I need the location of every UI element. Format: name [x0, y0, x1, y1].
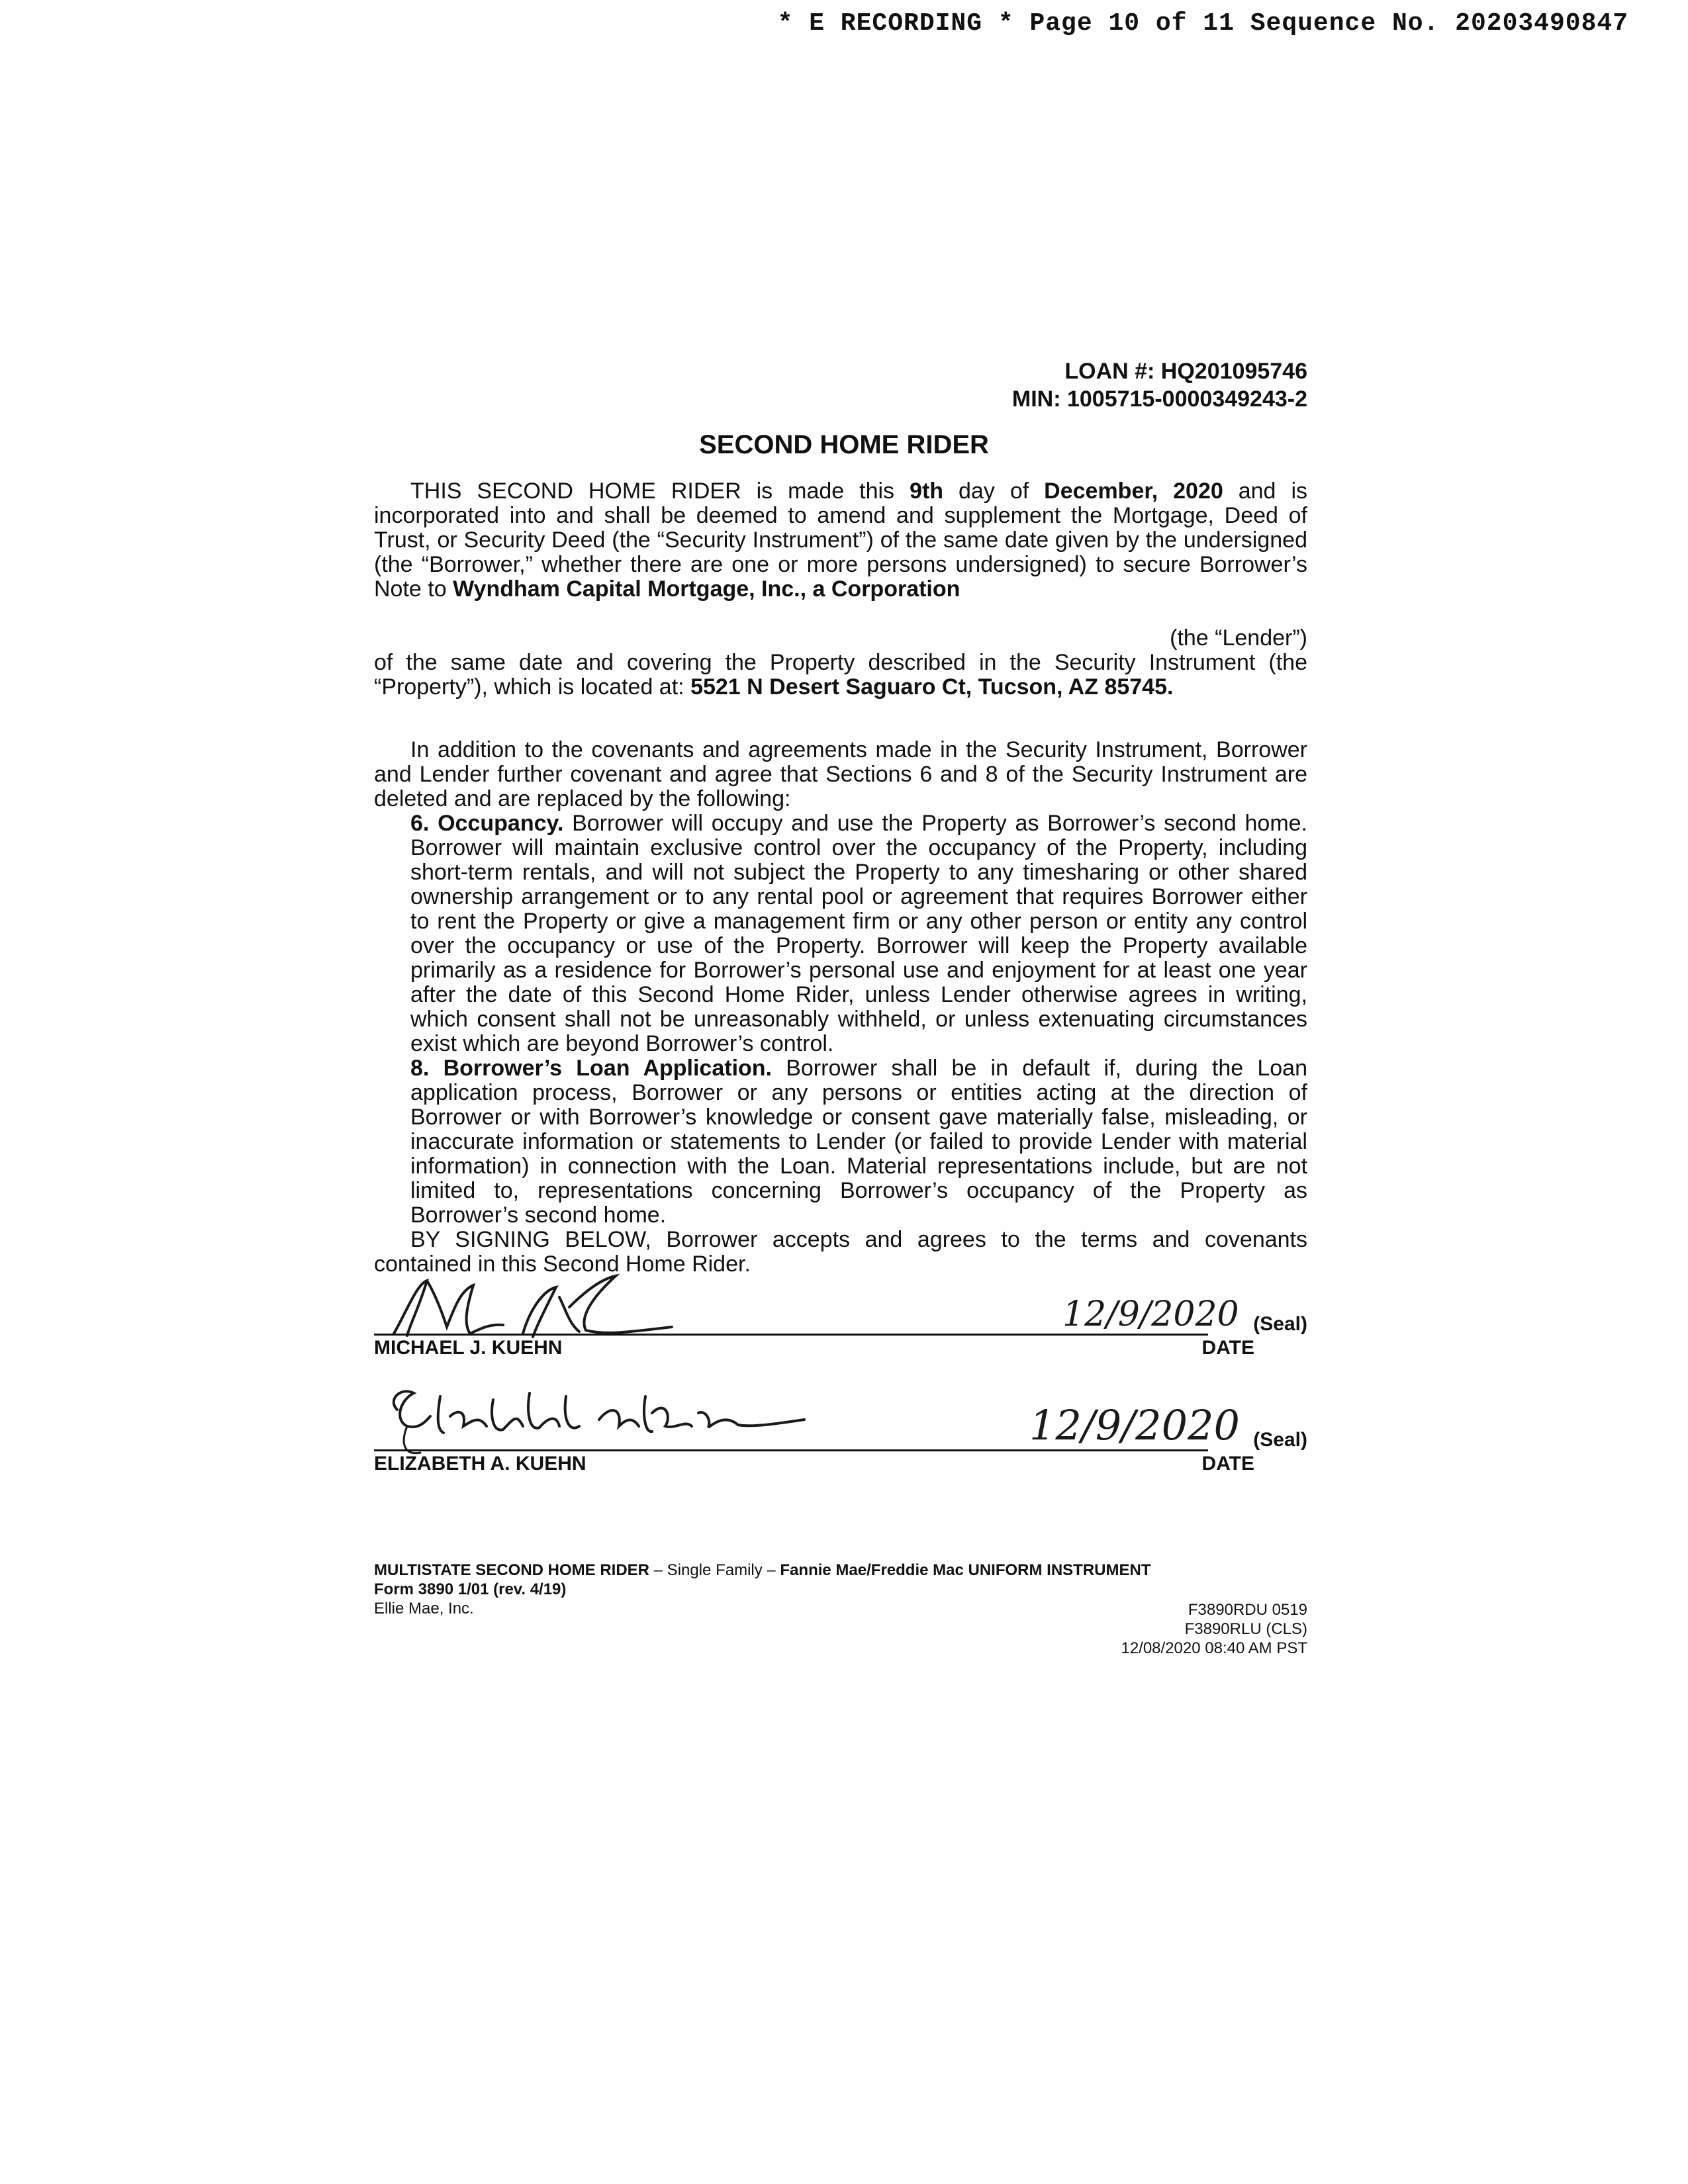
lender-name: Wyndham Capital Mortgage, Inc., a Corporation [453, 576, 961, 602]
signer-name: MICHAEL J. KUEHN [374, 1337, 563, 1359]
signature-block-michael [374, 1277, 1307, 1370]
form-instrument: Fannie Mae/Freddie Mac UNIFORM INSTRUMENT [780, 1561, 1151, 1579]
intro-paragraph [374, 479, 1307, 700]
date-value-michael: 12/9/2020 [1062, 1295, 1239, 1334]
seal-label: (Seal) [1253, 1313, 1307, 1335]
intro-text-2: day of [943, 478, 1045, 504]
lender-suffix: (the “Lender”) [1170, 625, 1307, 651]
section-6-text: Borrower will occupy and use the Property as Borrower’s second home. Borrower will maintain exclusive control over the occupancy of the Property, including short-term rentals, and will not subject the Property to any timesharing or other shared ownership arrangement or to any rental pool or agreement that requires Borrower either to rent the Property or give a management firm or any other person or entity any control over the occupancy or use of the Property. Borrower will keep the Property available primarily as a residence for Borrower’s personal use and enjoyment for at least one year after the date of this Second Home Rider, unless Lender otherwise agrees in writing, which consent shall not be unreasonably withheld, or unless extenuating circumstances exist which are beyond Borrower’s control. [410, 811, 1307, 1056]
signature-line [374, 1334, 1208, 1336]
min-number: MIN: 1005715-0000349243-2 [1011, 387, 1307, 412]
form-timestamp: 12/08/2020 08:40 AM PST [1121, 1639, 1307, 1657]
section-8-loan-application [374, 1056, 1307, 1228]
date-label: DATE [1201, 1453, 1254, 1475]
handwritten-signature-elizabeth [381, 1380, 831, 1459]
rider-month-year: December, 2020 [1044, 478, 1223, 504]
section-8-text: Borrower shall be in default if, during the Loan application process, Borrower or any persons or entities acting at the direction of Borrower or with Borrower’s knowledge or consent gave materially false, misleading, or inaccurate information or statements to Lender (or failed to provide Lender with material information) in connection with the Loan. Material representations include, but are not limited to, representations concerning Borrower’s occupancy of the Property as Borrower’s second home. [410, 1056, 1307, 1228]
form-code-2: F3890RLU (CLS) [1184, 1620, 1307, 1638]
signing-statement: BY SIGNING BELOW, Borrower accepts and agrees to the terms and covenants contained in this Second Home Rider. [374, 1227, 1307, 1277]
property-address: 5521 N Desert Saguaro Ct, Tucson, AZ 85745. [690, 674, 1174, 700]
handwritten-signature-michael [381, 1271, 685, 1343]
section-6-heading: 6. Occupancy. [410, 811, 564, 836]
intro-text [374, 479, 1307, 602]
form-number: Form 3890 1/01 (rev. 4/19) [374, 1580, 567, 1598]
covenants-section [374, 738, 1307, 1277]
form-footer [374, 1561, 1150, 1618]
intro-text-3: and is incorporated into and shall be deemed to amend and supplement the Mortgage, Deed of Trust, or Security Deed (the “Security Instrument”) of the same date given by the undersigned (the “Borrower,” whether there are one or more persons undersigned) to secure Borrower’s Note to [374, 478, 1307, 602]
signer-name: ELIZABETH A. KUEHN [374, 1453, 586, 1475]
signature-block-elizabeth [374, 1393, 1307, 1486]
form-code-1: F3890RDU 0519 [1188, 1601, 1307, 1619]
handwritten-date-elizabeth [1023, 1398, 1240, 1451]
rider-day: 9th [910, 478, 944, 504]
property-text [374, 651, 1307, 700]
handwritten-date-michael [1056, 1289, 1239, 1336]
section-8-heading: 8. Borrower’s Loan Application. [410, 1056, 772, 1081]
recording-header: * E RECORDING * Page 10 of 11 Sequence No. 20203490847 [777, 9, 1628, 38]
property-text-lead: of the same date and covering the Property described in the Security Instrument (the “Property”), which is located at: [374, 650, 1307, 700]
loan-identifiers [1012, 357, 1307, 413]
seal-label: (Seal) [1253, 1429, 1307, 1451]
covenants-intro: In addition to the covenants and agreements made in the Security Instrument, Borrower and Lender further covenant and agree that Sections 6 and 8 of the Security Instrument are deleted and are replaced by the following: [374, 737, 1307, 811]
date-label: DATE [1201, 1337, 1254, 1359]
document-title: SECOND HOME RIDER [699, 430, 989, 459]
form-title-line [374, 1561, 1150, 1580]
date-value-elizabeth: 12/9/2020 [1029, 1401, 1240, 1449]
form-vendor: Ellie Mae, Inc. [374, 1600, 474, 1617]
loan-number: LOAN #: HQ201095746 [1064, 359, 1307, 384]
form-subtitle: – Single Family – [649, 1561, 780, 1579]
signature-line [374, 1449, 1208, 1451]
form-title: MULTISTATE SECOND HOME RIDER [374, 1561, 649, 1579]
section-6-occupancy [374, 811, 1307, 1056]
intro-text-1: THIS SECOND HOME RIDER is made this [410, 478, 910, 504]
form-codes [1121, 1600, 1307, 1658]
